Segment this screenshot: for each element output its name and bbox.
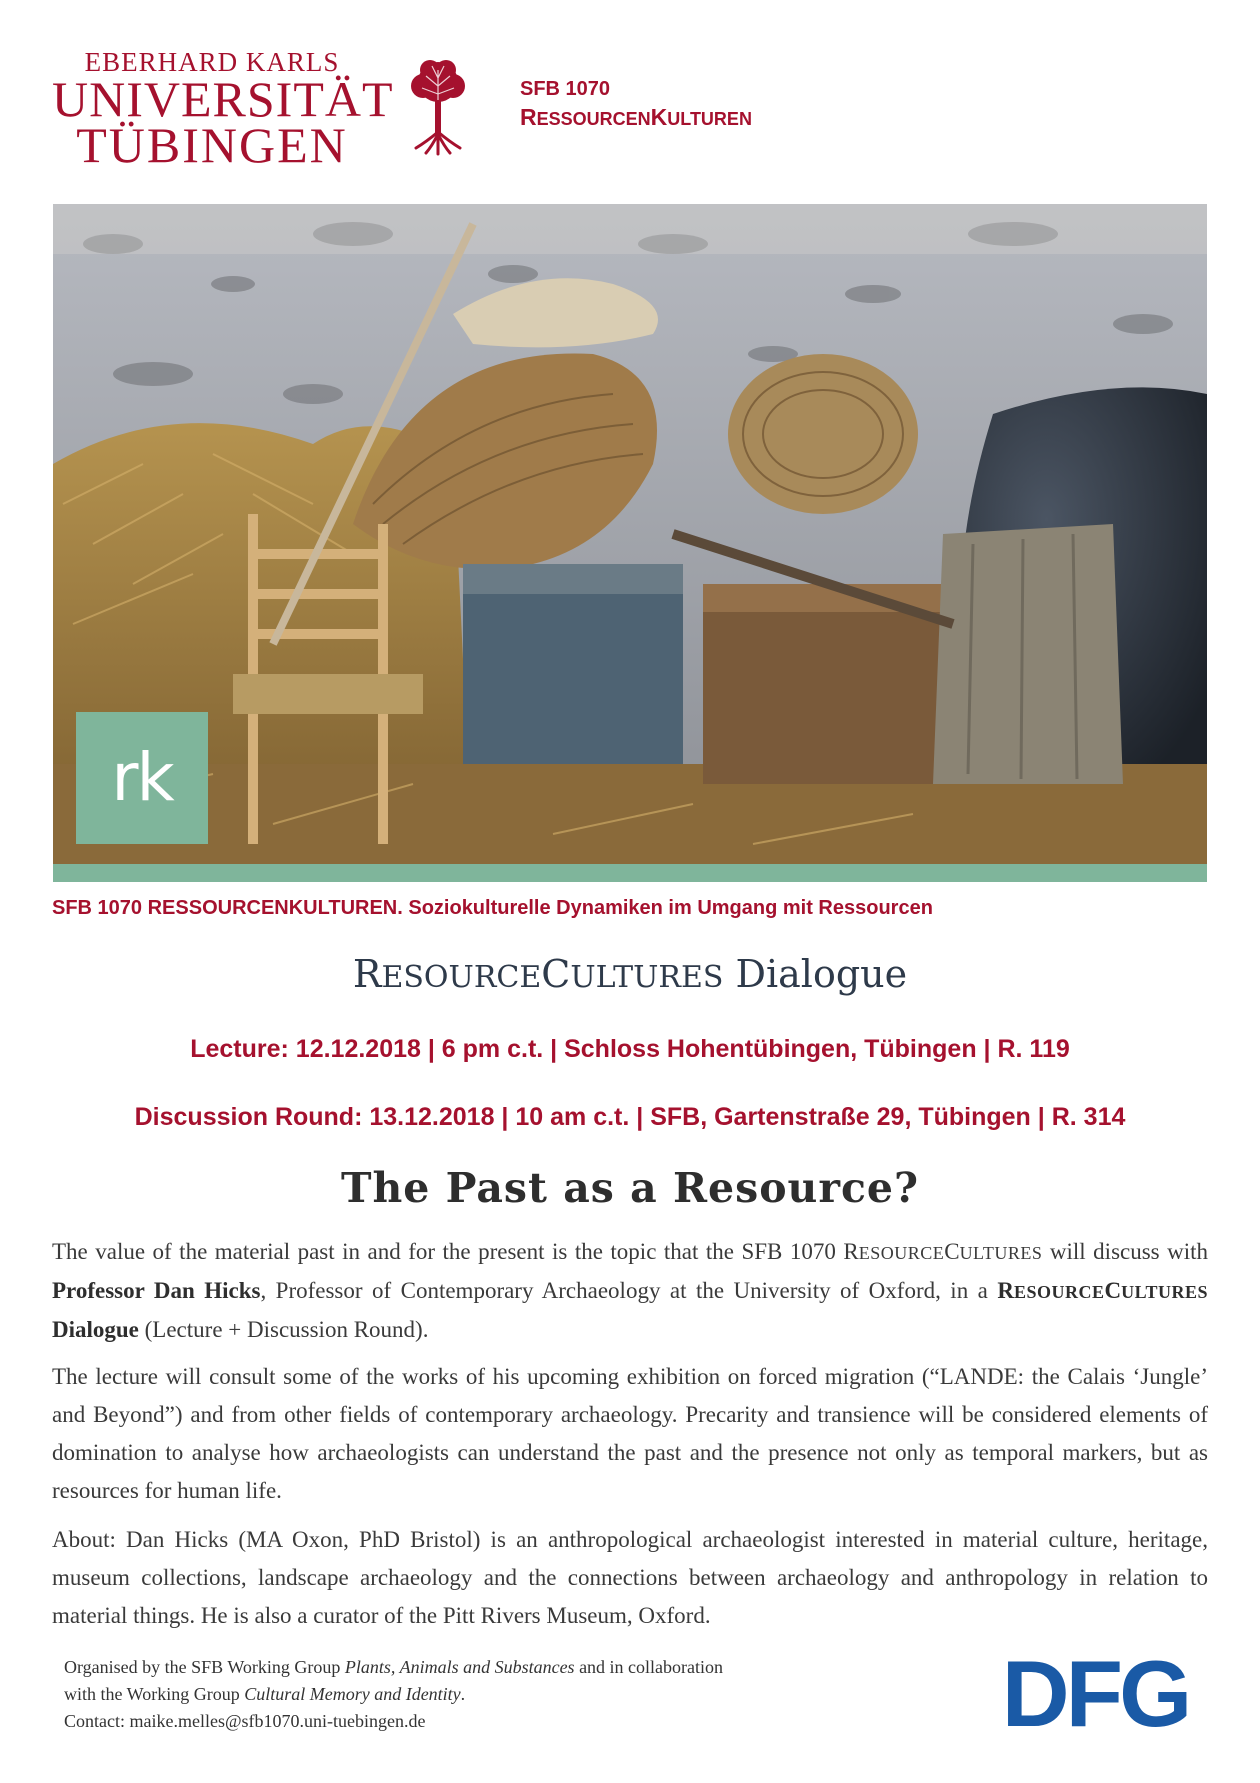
footer-line-1-a: Organised by the SFB Working Group	[64, 1657, 345, 1677]
p1-text-2: will discuss with	[1042, 1239, 1209, 1264]
paragraph-lecture: The lecture will consult some of the works of his upcoming exhibition on forced migration (“LANDE: the Calais ‘Jungle’ and Beyond”) and from other fields of contemporary archaeology. Precarity and transience will be considered elements of domination to analyse how archaeologists can understand the past and the presence not only as temporal markers, but as resources for human life.	[52, 1364, 1208, 1503]
paragraph-intro	[52, 1233, 1208, 1349]
p1-text-4: (Lecture + Discussion Round).	[138, 1317, 429, 1342]
p1-bold-dialogue: Dialogue	[52, 1317, 139, 1342]
sfb-caption: SFB 1070 RESSOURCENKULTUREN. Soziokulturelle Dynamiken im Umgang mit Ressourcen	[52, 897, 933, 919]
sfb-heading	[520, 76, 752, 134]
footer-line-1-b: and in collaboration	[574, 1657, 724, 1677]
p1-sc-esource: ESOURCE	[858, 1243, 945, 1263]
working-group-memory: Cultural Memory and Identity	[244, 1684, 461, 1704]
series-title-r: R	[352, 952, 382, 996]
photo-accent-bar	[53, 864, 1207, 882]
university-logo	[52, 47, 394, 173]
series-title-c: C	[541, 952, 571, 996]
sfb-name-k: K	[650, 104, 668, 130]
p1-bold-esource: ESOURCE	[1013, 1282, 1105, 1302]
footer-line-2-b: .	[460, 1684, 466, 1704]
tree-emblem-icon	[408, 56, 468, 156]
footer-line-2-a: with the Working Group	[64, 1684, 245, 1704]
contact-email[interactable]: Contact: maike.melles@sfb1070.uni-tuebingen.de	[64, 1711, 426, 1731]
p1-text-3: , Professor of Contemporary Archaeology at the University of Oxford, in a	[260, 1278, 998, 1303]
p1-sc-ultures: ULTURES	[959, 1243, 1043, 1263]
paragraph-about: About: Dan Hicks (MA Oxon, PhD Bristol) is an anthropological archaeologist interested in material culture, heritage, museum collections, landscape archaeology and the connections between archaeology and anthropology in relation to material things. He is also a curator of the Pitt Rivers Museum, Oxford.	[52, 1527, 1208, 1628]
sfb-name-ressourcen: ESSOURCEN	[536, 109, 651, 129]
footer-line-2	[64, 1681, 723, 1708]
p1-bold-ultures: ULTURES	[1121, 1282, 1208, 1302]
lecture-info: Lecture: 12.12.2018 | 6 pm c.t. | Schloss Hohentübingen, Tübingen | R. 119	[190, 1035, 1070, 1063]
uni-line-3: TÜBINGEN	[76, 117, 348, 173]
discussion-info: Discussion Round: 13.12.2018 | 10 am c.t. | SFB, Gartenstraße 29, Tübingen | R. 314	[134, 1103, 1126, 1131]
p1-bold-r: R	[997, 1278, 1014, 1303]
series-title-dialogue: Dialogue	[723, 952, 908, 996]
series-title-esource: ESOURCE	[381, 960, 542, 995]
dfg-logo-text: DFG	[1001, 1654, 1189, 1732]
dfg-logo	[978, 1654, 1212, 1732]
working-group-plants: Plants, Animals and Substances	[344, 1657, 575, 1677]
p1-bold-c: C	[1104, 1278, 1122, 1303]
p1-text-1: The value of the material past in and for the present is the topic that the SFB 1070	[52, 1239, 844, 1264]
speaker-name: Professor Dan Hicks	[52, 1278, 261, 1303]
sfb-number: SFB 1070	[520, 78, 611, 100]
sfb-name	[520, 102, 752, 134]
sfb-name-r: R	[520, 104, 537, 130]
cover-photo	[53, 204, 1207, 864]
p1-sc-c: C	[944, 1239, 960, 1264]
uni-line-2: UNIVERSITÄT	[52, 71, 394, 127]
series-title	[0, 952, 1260, 996]
p1-sc-r: R	[843, 1239, 859, 1264]
footer-line-1	[64, 1654, 723, 1681]
main-title: The Past as a Resource?	[340, 1164, 920, 1212]
footer-organiser	[64, 1654, 723, 1735]
series-title-ultures: ULTURES	[570, 960, 724, 995]
sfb-name-kulturen: ULTUREN	[667, 109, 752, 129]
rk-logo-badge: rk	[76, 712, 208, 844]
uni-line-1: EBERHARD KARLS	[84, 47, 340, 77]
